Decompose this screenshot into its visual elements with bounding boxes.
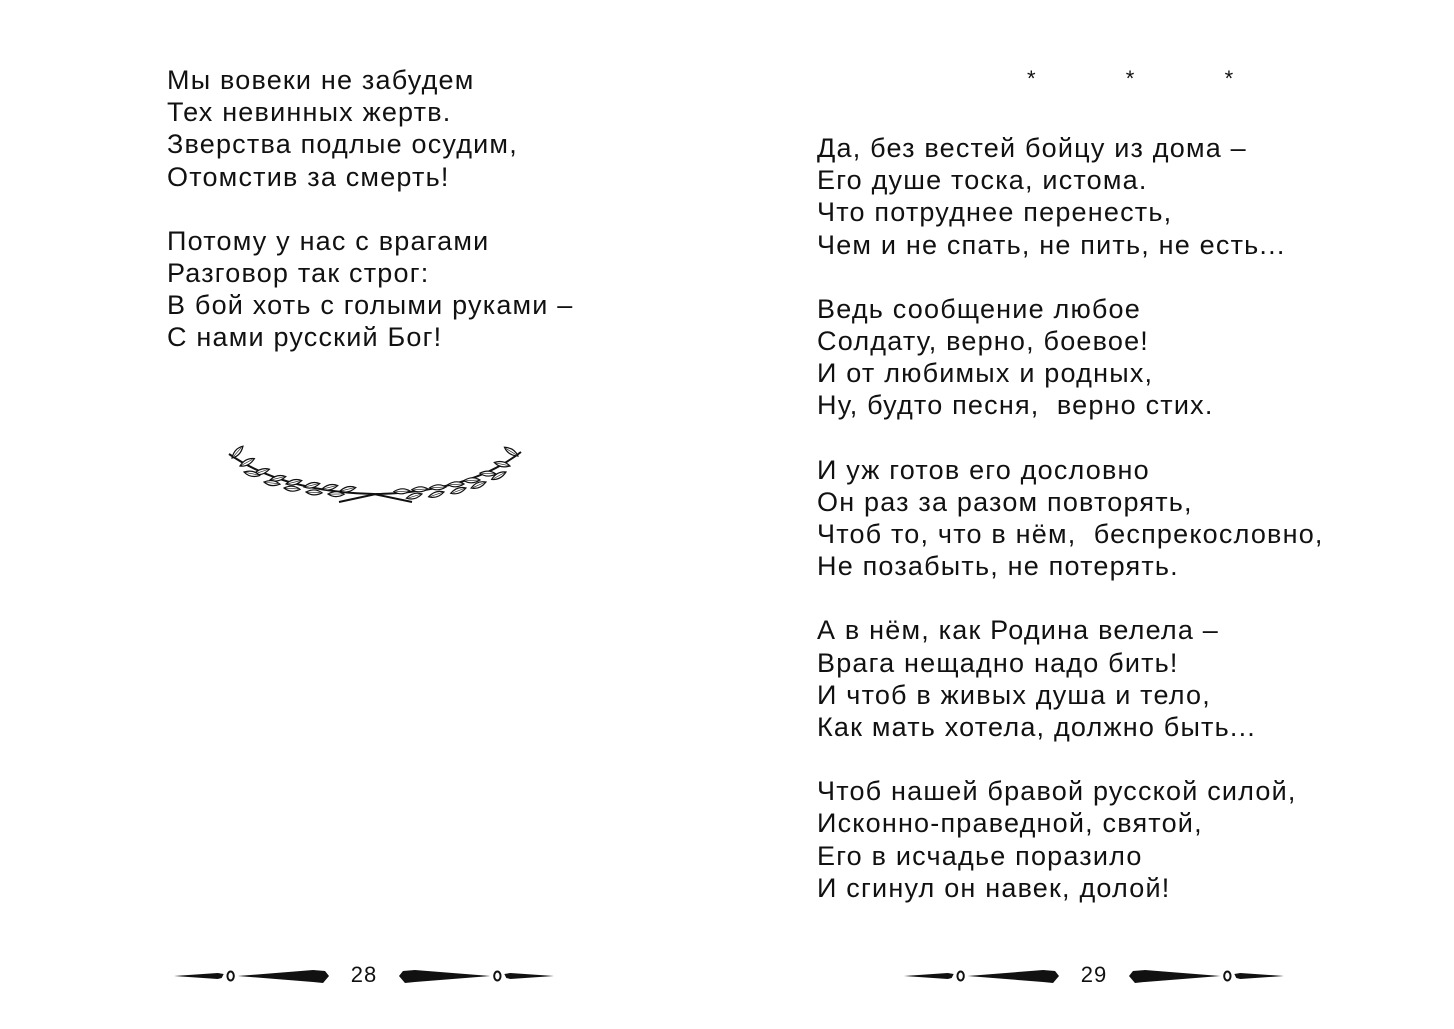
verse-line: Чтоб нашей бравой русской силой, [817,776,1297,807]
stanza [817,775,1324,904]
verse-line: И от любимых и родных, [817,358,1154,389]
verse-line: С нами русский Бог! [167,322,443,353]
verse-line: Мы вовеки не забудем [167,65,475,95]
verse-line: И сгинул он навек, долой! [817,872,1171,903]
verse-line: А в нём, как Родина велела – [817,615,1220,646]
stanza [817,132,1324,261]
verse-line: Его в исчадье поразило [817,840,1143,871]
stanza [817,293,1324,422]
page-number: 28 [350,962,378,987]
stanza [167,64,574,193]
ornament-right-icon [399,966,554,986]
verse-line: Как мать хотела, должно быть... [817,712,1256,743]
stanza [817,614,1324,743]
verse-line: Его душе тоска, истома. [817,165,1148,196]
right-page [727,0,1454,1029]
page-footer [174,960,554,992]
verse-line: Чем и не спать, не пить, не есть... [817,229,1286,260]
verse-line: Не позабыть, не потерять. [817,551,1179,582]
section-separator: * * * [1027,66,1260,91]
verse-line: Ведь сообщение любое [817,293,1141,324]
verse-line: Отомстив за смерть! [167,161,450,192]
page-footer [904,960,1284,992]
verse-line: Да, без вестей бойцу из дома – [817,133,1247,163]
verse-line: И чтоб в живых душа и тело, [817,679,1211,710]
page-number: 29 [1080,962,1108,987]
verse-line: Зверства подлые осудим, [167,129,518,160]
verse-line: Разговор так строг: [167,258,430,289]
verse-line: Солдату, верно, боевое! [817,326,1149,357]
verse-line: Ну, будто песня, верно стих. [817,390,1214,421]
poem-left [167,64,574,386]
verse-line: И уж готов его дословно [817,454,1150,485]
poem-right [817,132,1324,936]
verse-line: Что потруднее перенесть, [817,197,1173,228]
verse-line: Врага нещадно надо бить! [817,647,1179,678]
stanza [817,454,1324,583]
verse-line: Чтоб то, что в нём, беспрекословно, [817,519,1324,550]
verse-line: Исконно-праведной, святой, [817,808,1203,839]
verse-line: Тех невинных жертв. [167,97,452,128]
verse-line: Потому у нас с врагами [167,225,490,256]
laurel-wreath-icon [224,444,526,506]
verse-line: Он раз за разом повторять, [817,486,1193,517]
ornament-right-icon [1129,966,1284,986]
verse-line: В бой хоть с голыми руками – [167,290,574,321]
stanza [167,225,574,354]
